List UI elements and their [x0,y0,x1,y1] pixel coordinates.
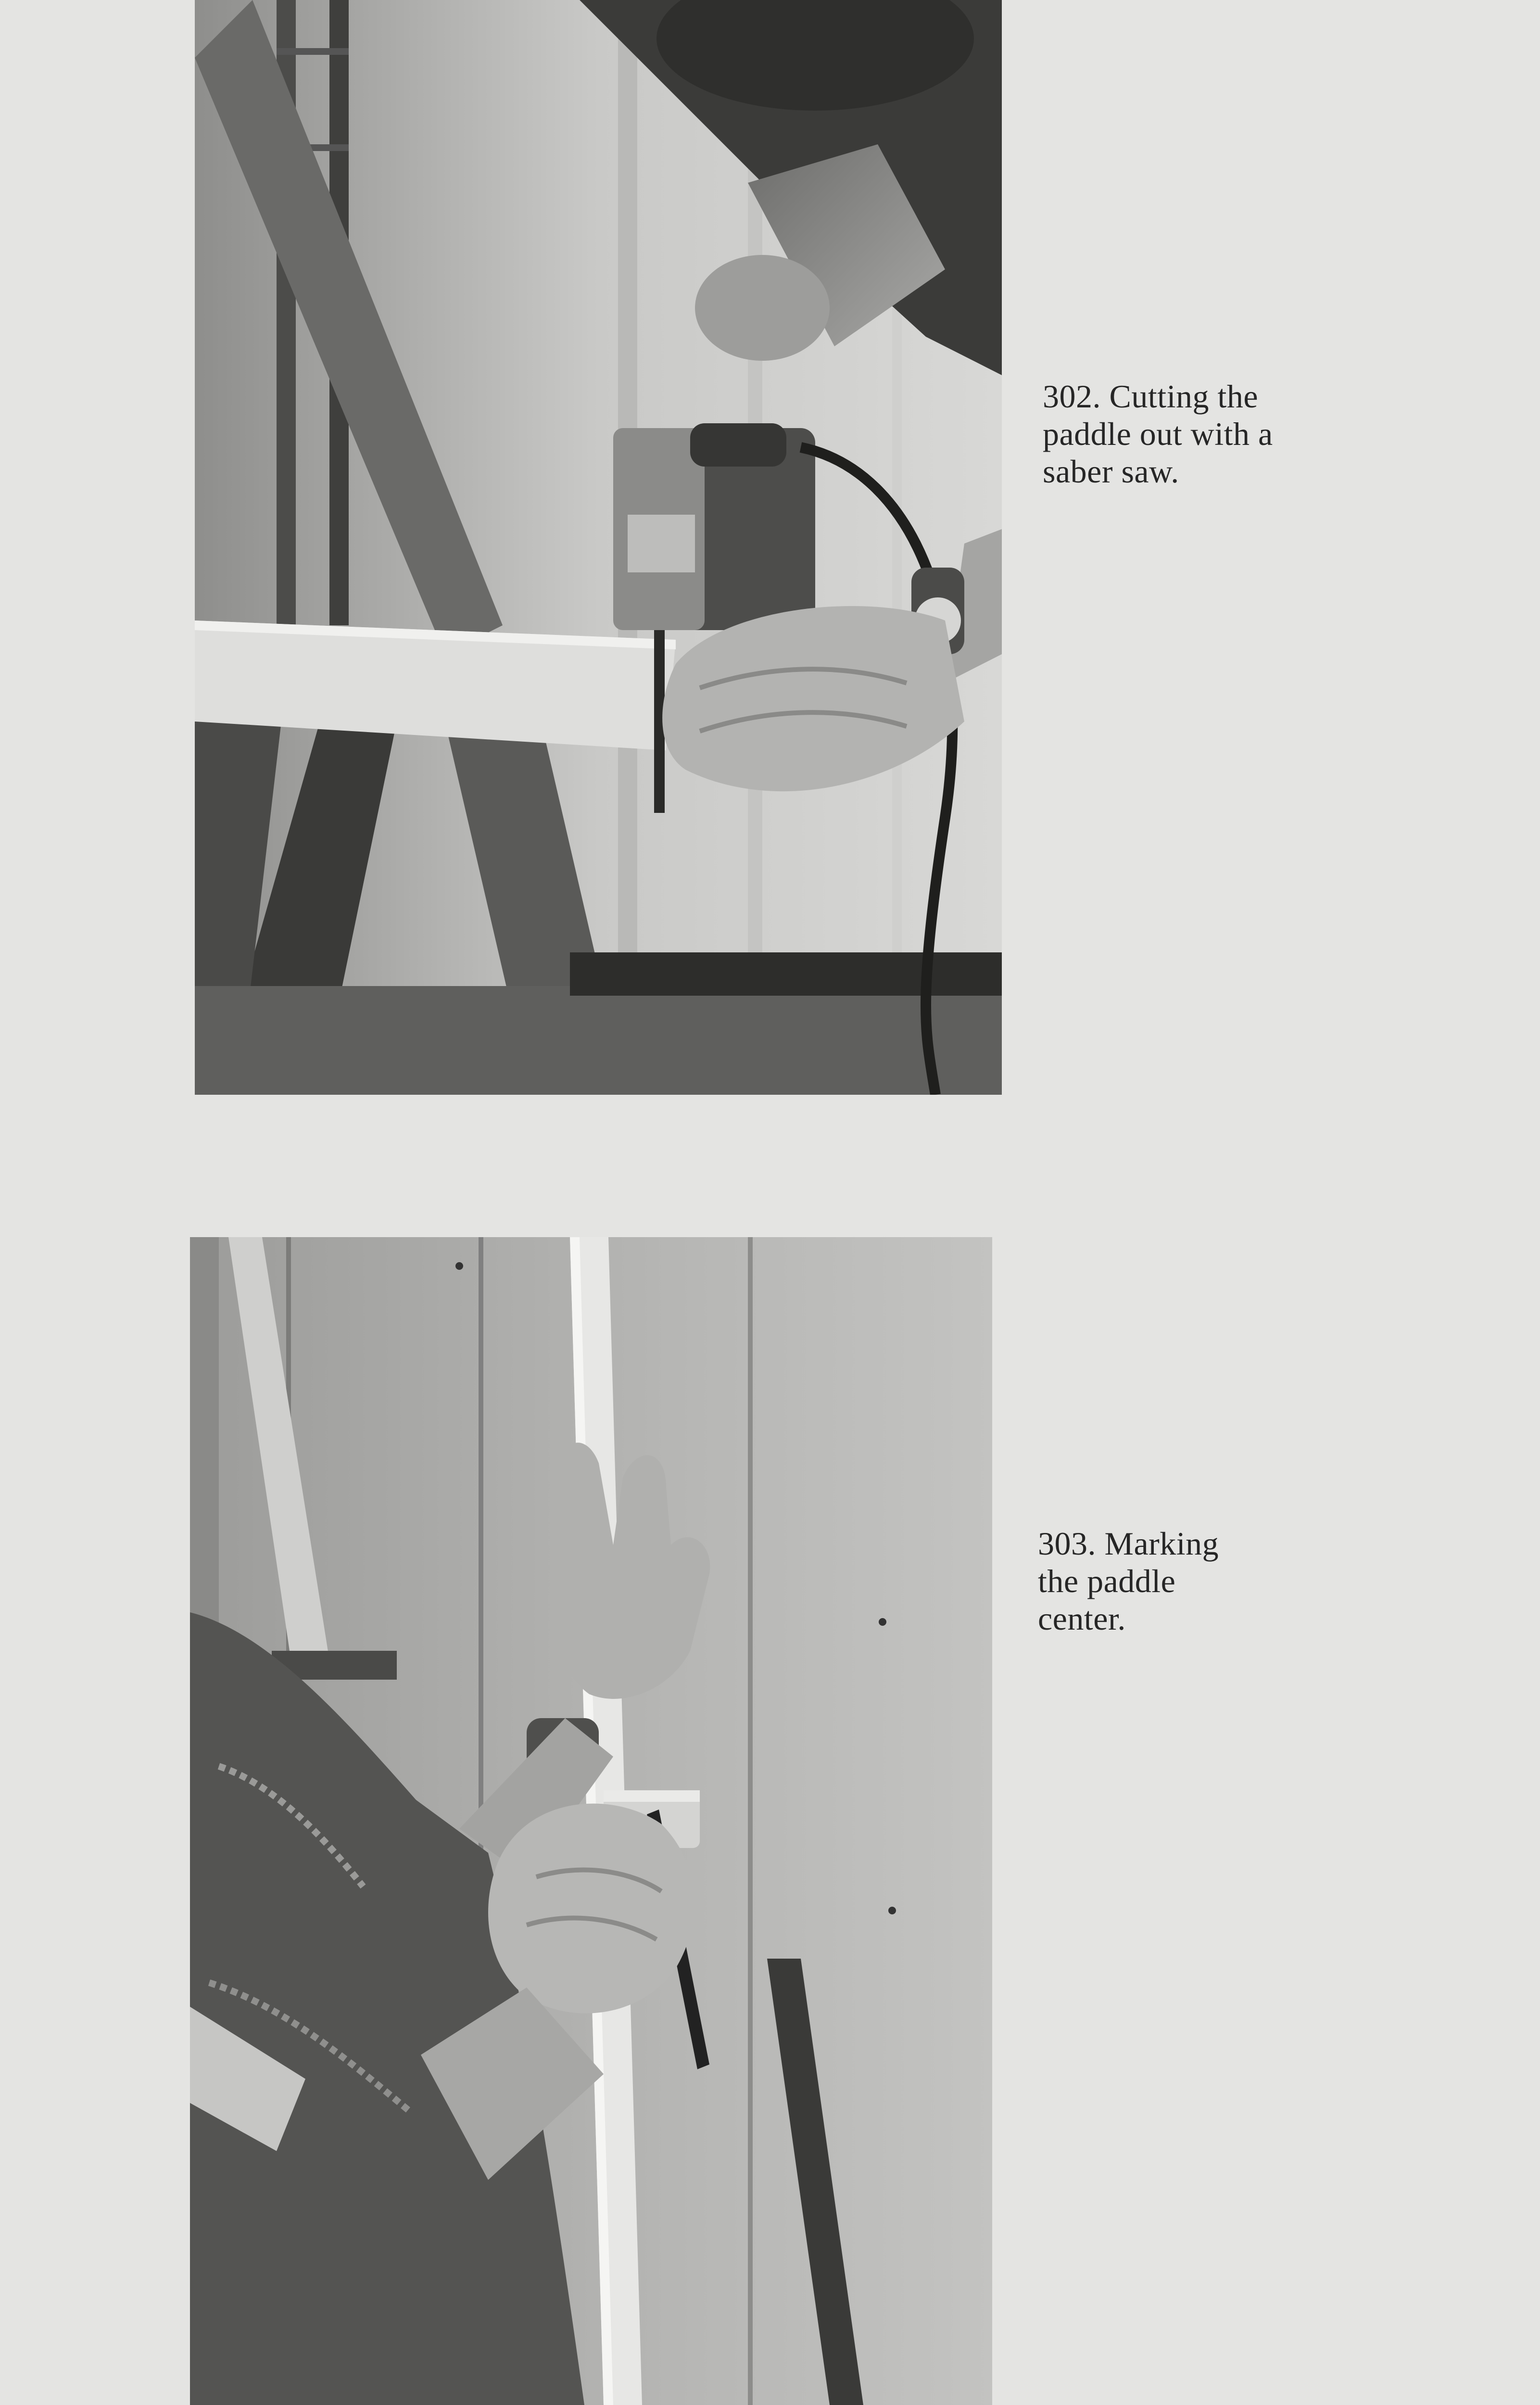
caption-figure-302 [1043,378,1341,490]
caption-text: Marking the paddle center. [1038,1525,1219,1637]
caption-text: Cutting the paddle out with a saber saw. [1043,378,1273,490]
figure-number: 302. [1043,378,1101,415]
marking-paddle-photo-image [190,1237,992,2405]
caption-figure-303 [1038,1525,1336,1637]
photo-saber-saw-cutting [195,0,1002,1095]
figure-number: 303. [1038,1525,1096,1562]
saber-saw-photo-image [195,0,1002,1095]
photo-marking-paddle-center [190,1237,992,2405]
